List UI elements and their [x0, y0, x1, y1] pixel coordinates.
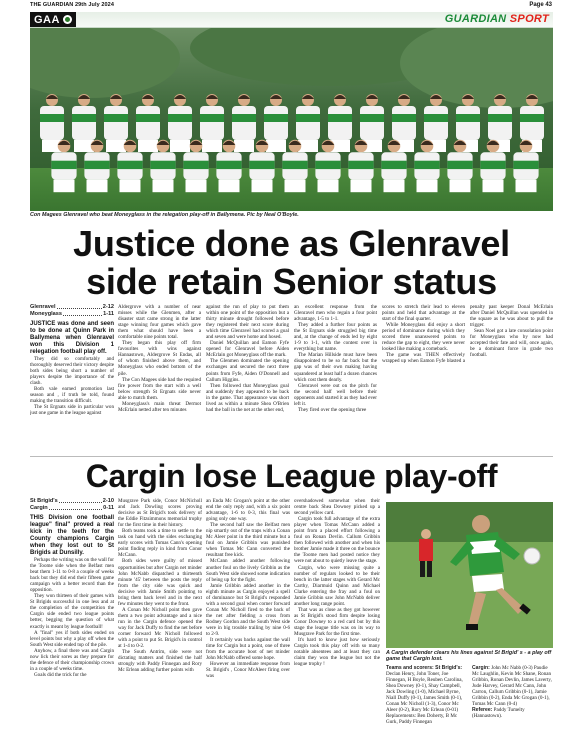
score-row: [30, 505, 114, 512]
teams-st-brigids: [386, 665, 468, 725]
story2-paragraph: The second half saw the Belfast men nip smartly out of the traps with a Conan Mc Aleer point in the third minute but a foul on Jamie Gribbin was punished when Tomas Mc Cann converted the resultant free kick.: [206, 522, 290, 559]
publication-date: THE GUARDIAN 29th July 2024: [30, 2, 114, 8]
story2-paragraph: Both teams took a time to settle to the task on hand with the sides exchanging early scores with Tomas Cann's opening point finding reply in kind from Conor McCann.: [118, 528, 202, 559]
teams-text: Declan Henry, John Toner, Joe Finnegan, H Boyle, Reuben Carolina, Shea Downey (0-1), Shay Campbell, Jack Dowling (1-0), Michael Byrne, Niall Duffy (0-1), James Smith (0-1), Conan Mc Nicholl (1-3), Conor Mc Aleer (0-2), Rory Mc Erlean (0-01): [386, 671, 463, 714]
story2-paragraph: It certainly was backs against the wall time for Cargin but a point, one of three from the accurate boot of net minder John McNabb offered some hope.: [206, 637, 290, 662]
story1-paragraph: Sean Noel got a late consolation point for Moneyglass who by now had accepted their fate and will, once again, be a dominant force in grade two football.: [470, 328, 553, 359]
story2-paragraph: However an immediate response from St. Brigid's , Conor McAleer firing over was: [206, 661, 290, 680]
story2-paragraph: A "final" yes if both sides ended on level points but why a play off when the South West side ended top of the pile.: [30, 629, 114, 648]
story1-score-table: [30, 304, 114, 318]
score-team: Cargin: [30, 505, 48, 511]
gaa-crest-icon: [63, 15, 72, 24]
story1-paragraph: The Glenmen dominated the opening exchanges and secured the next three points from Fyfe, Aiden O'Donnell and Callum Higgins.: [206, 358, 289, 383]
story2-paragraph: an Enda Mc Grogan's point at the other end the only reply and, with a six point advantage, 1-6 to 0-3, this final was going only one way.: [206, 498, 290, 523]
story1-paragraph: scores to stretch their lead to eleven points and held that advantage at the start of the final quarter.: [382, 304, 465, 323]
teams-replacements: Replacements: Ben Doherty, B Mc Gurk, Paddy Finnegan: [386, 713, 458, 726]
photo-caption: Con Magees Glenravel who beat Moneyglass in the relegation play-off in Ballymena. Pic by Neal O'Boyle.: [30, 212, 299, 218]
story2-column-4: [294, 498, 380, 734]
story2-paragraph: That was as close as they got however as St Brigid's stood firm despite losing Conor Downey to a red card but by this stage the league title was on its way to Musgrave Park for the first time.: [294, 606, 380, 638]
brand-sport: SPORT: [509, 13, 549, 25]
story1-column-2: [118, 304, 201, 454]
story2-paragraph: Both sides were guilty of missed opportunities but after Cargin net minder John McNabb dispatched a thirteenth minute '45' between the posts the reply from the city side was quick and decisive with Jamie Smith pointing to bring them back level and in the next few minutes they went to the front.: [118, 558, 202, 607]
story1-headline: [30, 225, 553, 301]
story1-paragraph: Aldergrove with a number of near misses while the Glenmen, after a disaster start came strong in the latter stage winning four games which gave them what should have been a comfortable nine points total.: [118, 304, 201, 341]
action-photo: [386, 502, 553, 648]
story1-headline-line1: Justice done as Glenravel: [73, 223, 510, 264]
action-photo-image: [386, 502, 553, 648]
story2-paragraph: The South Antrim, side were not dictating matters and finished the half strongly with Paddy Finnegan and Rory Mc Erlean adding further points with: [118, 649, 202, 674]
score-row: [30, 498, 114, 505]
score-row: [30, 304, 114, 311]
story2-paragraph: A Conan Mc Nicholl point then gave them a two point advantage and a nice run in the Cargin defence opened the way for Jack Duffy to find the net before corner forward Mc Nicholl followed with a point to put St. Brigid's in control at 1-4 to 0-2.: [118, 606, 202, 650]
story1-paragraph: Daniel McQuillan and Eamon Fyfe opened for Glenravel before Aiden McErlain got Moneyglass off the mark.: [206, 340, 289, 359]
story1-headline-line2: side retain Senior status: [86, 261, 497, 302]
story-divider: [30, 456, 553, 457]
score-team: Moneyglass: [30, 311, 63, 317]
story2-paragraph: overshadowed somewhat when their centre back Shea Downey picked up a second yellow card.: [294, 498, 380, 517]
story1-paragraph: While Moneyglass did enjoy a short period of dominance during which they scored three unanswered points to reduce the gap to eight, they were never looked like making a comeback.: [382, 322, 465, 353]
action-photo-caption: A Cargin defender clears his lines against St Brigid' s - a play off game that Cargin lost.: [386, 650, 552, 663]
gaa-logo-text: GAA: [34, 13, 60, 26]
team-photo-image: [30, 28, 553, 211]
story1-paragraph: They began this play off firm favourites with wins against Hannastown, Aldergrove St Endas, all of whom finished above them, and Moneyglass who ended bottom of the pile.: [118, 340, 201, 377]
story2-paragraph: Goals did the trick for the: [34, 671, 87, 678]
story2-headline: Cargin lose League play-off: [85, 458, 498, 494]
team-photo: [30, 28, 553, 211]
story2-column-2: [118, 498, 202, 734]
referee-label: Referee:: [472, 707, 493, 714]
story1-paragraph: The Marian Hillside must have been disappointed to be so far back but the gap was of their own making having squandered at least half a dozen chances which cost them dearly.: [294, 352, 377, 383]
score-value: 2-12: [102, 304, 114, 310]
story1-paragraph: Moneyglass's main threat Dermot McErlain netted after ten minutes: [118, 400, 201, 413]
score-team: St Brigid's: [30, 498, 58, 504]
story1-paragraph: Glenravel were out on the pitch for the second half well before their opponents and started it as they had ever left it.: [294, 382, 377, 407]
page-number: Page 43: [529, 2, 552, 8]
story1-paragraph: The game was THEN effectively wrapped up when Eamon Fyfe blasted a penalty past keeper Donal McErlain after Daniel McQuillan was upended in the square as he was about to pull the trigger.: [382, 304, 553, 365]
score-value: 2-10: [102, 498, 114, 504]
story1-lede: JUSTICE was done and seen to be done at Quinn Park in Ballymena when Glenravel won this Division 1 relegation football play off.: [30, 321, 114, 355]
story2-paragraph: Perhaps the writing was on the wall for the Toome side when the Belfast men beat them 1-11 to 0-8 a couple of weeks back but they did end their fifteen game campaign with a better record than the opposition.: [30, 557, 114, 594]
story1-paragraph: Then followed that Moneyglass goal and suddenly they appeared to be back in the game. That appearance was short lived as within a minute Shea O'Brien had the ball in the net at the other end,: [206, 382, 289, 413]
referee-name: Paddy Tumelty (Hannastown).: [472, 707, 525, 720]
story2-paragraph: Jamie Gribbin added another in the eighth minute as Cargin enjoyed a spell of dominance but St Brigid's responded with a second goal when corner forward Conan Mc Nicholl fired to the back of the net after fielding a cross from Rodney Gordon and the South West side were in big trouble trailing by nine 0-6 to 2-9.: [206, 582, 290, 638]
story2-lede: THIS Division one football league" final" proved a real kick in the teeth for the County champions Cargin when they lost out to St Brigids at Dunsilly.: [30, 515, 114, 556]
story1-paragraph: They did so comfortably and thoroughly deserved their victory despite both sides being short a number of players despite the importance of the clash.: [30, 356, 114, 387]
story1-paragraph: The St Ergnats side in particular won just one game in the league against: [30, 404, 114, 417]
story2-paragraph: It's hard to know just how seriously Cargin took this play off with so many notable absentees and at least they can claim they won the league but not the league trophy !: [294, 637, 380, 668]
story1-paragraph: The Con Magees side had the required fire power from the start with a well below strength St Ergnats side never able to match them.: [118, 376, 201, 401]
score-row: [30, 311, 114, 318]
story2-column-3: [206, 498, 290, 734]
guardian-sport-brand: [445, 13, 549, 25]
story1-paragraph: an excellent response from the Glenravel men who regain a four point advantage, 1-5 to 1-1.: [294, 304, 377, 323]
story1-column-4: [294, 304, 377, 454]
gaa-logo: [30, 12, 76, 27]
story1-column-1: [30, 304, 114, 454]
score-value: 0-11: [103, 505, 114, 511]
story2-paragraph: Musgrave Park side, Conor McNicholl and Jack Dowling scores proving decisive as St Brigid's took delivery of the Eddie Fitzsimmons memorial trophy for the first time in their history.: [118, 498, 202, 529]
story1-paragraph: They fired over the opening three: [298, 406, 367, 413]
story2-paragraph: Cargin, who were missing quite a number of regulars looked to be their bench in the latter stages with Gerard Mc Carthy, Diarmuid Quinn and Michael Clarke entering the fray and a foul on Jamie Gribbin saw John McNabb deliver another long range point.: [294, 564, 380, 607]
story2-paragraph: Cargin took full advantage of the extra player when Tomas McCann added a point from a placed effort following a foul on Ronan Devlin. Callum Gribbin then followed with another and when his brother Jamie made it three on the bounce the Toome men had posted notice they were not about to quietly leave the stage.: [294, 516, 380, 565]
story2-paragraph: McCann added another following another foul on the lively Gribbin as the South West side showed some indication of being up for the fight.: [206, 558, 290, 583]
story2-paragraph: They won thirteen of their games with St Brigids successful in one less and at the completion of the competition the Cargin side ended two league points better, begging the question of what exactly is meant by league football!: [30, 593, 114, 630]
story2-column-1: [30, 498, 114, 734]
teams-heading: Teams and scorers: St Brigid's:: [386, 665, 463, 671]
story1-paragraph: against the run of play to put them within one point of the opposition but a thirty minute drought followed before they registered their next score during which time Glenravel had scored a goal and seven and were home and hosed.: [206, 304, 289, 341]
story1-paragraph: They added a further four points as the St Ergnats side struggled big time and, at the change of ends led by eight 1-9 to 1-1, with the contest over in everything but name.: [294, 322, 377, 353]
story1-column-5: [382, 304, 553, 454]
teams-heading: Cargin:: [472, 665, 490, 671]
teams-cargin: [472, 665, 553, 719]
brand-guardian: GUARDIAN: [444, 13, 507, 25]
story1-paragraph: Both vale earned promotion last season and , if truth be told, found making the transition difficult.: [30, 386, 114, 405]
story1-column-3: [206, 304, 289, 454]
score-team: Glenravel: [30, 304, 56, 310]
score-value: 1-11: [103, 311, 114, 317]
story2-paragraph: Anyhow, a final there was and Cargin now lick their sores as they prepare for the defence of their championship crown in a couple of weeks time.: [30, 647, 114, 672]
story2-score-table: [30, 498, 114, 512]
teams-text: John Mc Nabb (0-3) Paudie Mc Laughlin, Kevin Mc Shane, Ronan Gribbin, Ronan Devlin, James Laverty, Jude Harvey, Gerard Mc Cann, John Carron, Callum Gribbin (0-1), Jamie Gribbin (0-2), Enda Mc Grogan (0-1), Tomas Mc Cann (0-4): [472, 665, 552, 708]
section-bar: [30, 12, 553, 28]
